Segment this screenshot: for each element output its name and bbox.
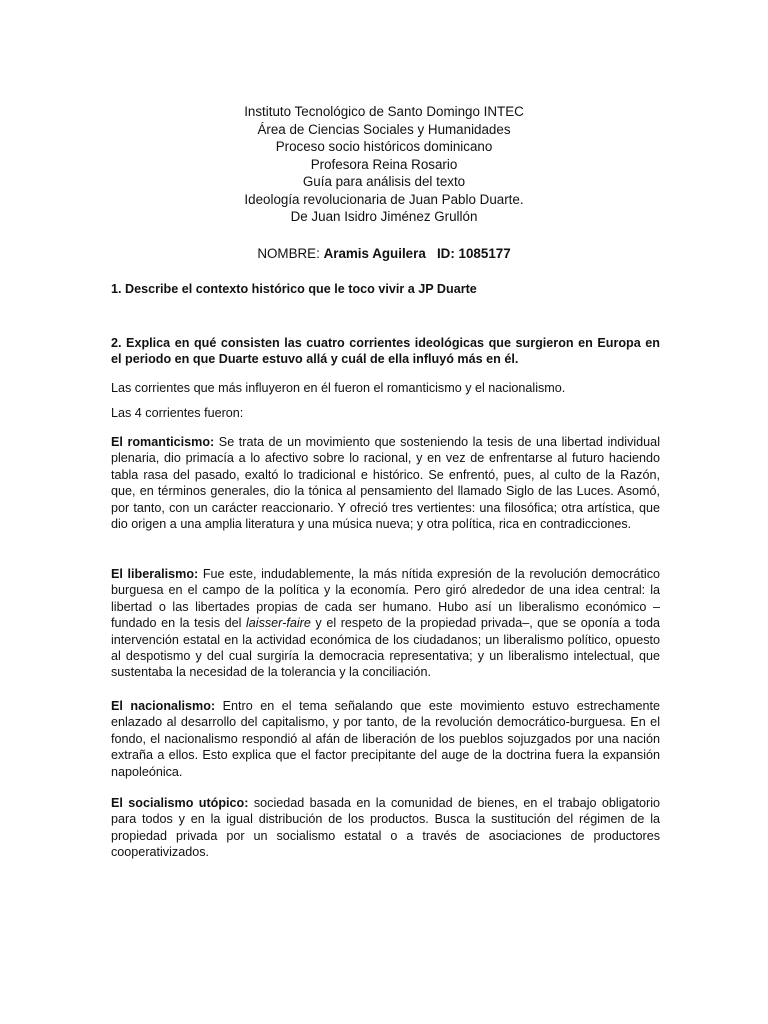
document-header (0, 103, 768, 226)
professor-name: Profesora Reina Rosario (310, 156, 458, 172)
paragraph-liberalismo (111, 566, 660, 681)
laisser-faire-term: laisser-faire (245, 616, 311, 631)
department-name: Área de Ciencias Sociales y Humanidades (257, 121, 511, 137)
answer-intro: Las corrientes que más influyeron en él fueron el romanticismo y el nacionalismo. (111, 381, 566, 395)
romanticismo-body: Se trata de un movimiento que sosteniendo la tesis de una libertad individual plenaria, dio primacía a lo afectivo sobre lo racional, y en vez de enfrentarse al futuro haciendo tabla rasa del pasado, exaltó lo tradicional e histórico. Se enfrentó, pues, al culto de la Razón, que, en términos generales, dio la tónica al pensamiento del llamado Siglo de las Luces. Asomó, por tanto, con un carácter reaccionario. Y ofreció tres vertientes: una filosófica; otra artística, que dio origen a una amplia literatura y una música nueva; y otra política, rica en contradicciones. (111, 435, 660, 532)
nacionalismo-body: Entro en el tema señalando que este movimiento estuvo estrechamente enlazado al desarrollo del capitalismo, y por tanto, de la revolución democrático-burguesa. En el fondo, el nacionalismo respondió al afán de liberación de los pueblos sojuzgados por una nación extraña a ellos. Esto explica que el factor precipitante del auge de la doctrina fuera la expansión napoleónica. (111, 699, 661, 779)
text-title: Ideología revolucionaria de Juan Pablo Duarte. (244, 191, 524, 207)
institution-name: Instituto Tecnológico de Santo Domingo INTEC (244, 104, 524, 119)
liberalismo-body-b: y el respeto de la propiedad privada–, que se oponía a toda intervención estatal en la actividad económica de los ciudadanos; un liberalismo político, opuesto al despotismo y del cual surgiría la democracia representativa; y un liberalismo intelectual, que sustentaba la necesidad de la tolerancia y la conciliación. (111, 616, 661, 680)
nacionalismo-heading: El nacionalismo: (111, 699, 216, 713)
liberalismo-body-a: Fue este, indudablemente, la más nítida expresión de la revolución democrático burguesa en el campo de la política y la economía. Pero giró alrededor de una idea central: la libertad o las libertades propias de cada ser humano. Hubo así un liberalismo económico – fundado en la tesis del (111, 567, 660, 631)
text-author: De Juan Isidro Jiménez Grullón (290, 209, 478, 224)
liberalismo-heading: El liberalismo: (111, 567, 199, 581)
paragraph-nacionalismo (111, 698, 660, 780)
student-info-line (0, 245, 768, 263)
paragraph-socialismo (111, 795, 660, 861)
student-id: 1085177 (458, 246, 511, 261)
question-1: 1. Describe el contexto histórico que le toco vivir a JP Duarte (111, 282, 477, 296)
paragraph-romanticismo (111, 434, 660, 532)
id-label: ID: (436, 246, 455, 261)
course-name: Proceso socio históricos dominicano (275, 139, 493, 154)
romanticismo-heading: El romanticismo: (111, 435, 215, 449)
name-label: NOMBRE: (257, 246, 320, 261)
currents-list-intro: Las 4 corrientes fueron: (111, 406, 244, 420)
student-name: Aramis Aguilera (323, 246, 426, 261)
socialismo-heading: El socialismo utópico: (111, 796, 249, 810)
question-2: 2. Explica en qué consisten las cuatro corrientes ideológicas que surgieron en Europa en el periodo en que Duarte estuvo allá y cuál de ella influyó más en él. (111, 336, 660, 367)
guide-title: Guía para análisis del texto (302, 174, 466, 189)
socialismo-body: sociedad basada en la comunidad de bienes, en el trabajo obligatorio para todos y en la igual distribución de los productos. Busca la sustitución del régimen de la propiedad privada por un socialismo estatal o a través de asociaciones de productores cooperativizados. (111, 796, 660, 860)
